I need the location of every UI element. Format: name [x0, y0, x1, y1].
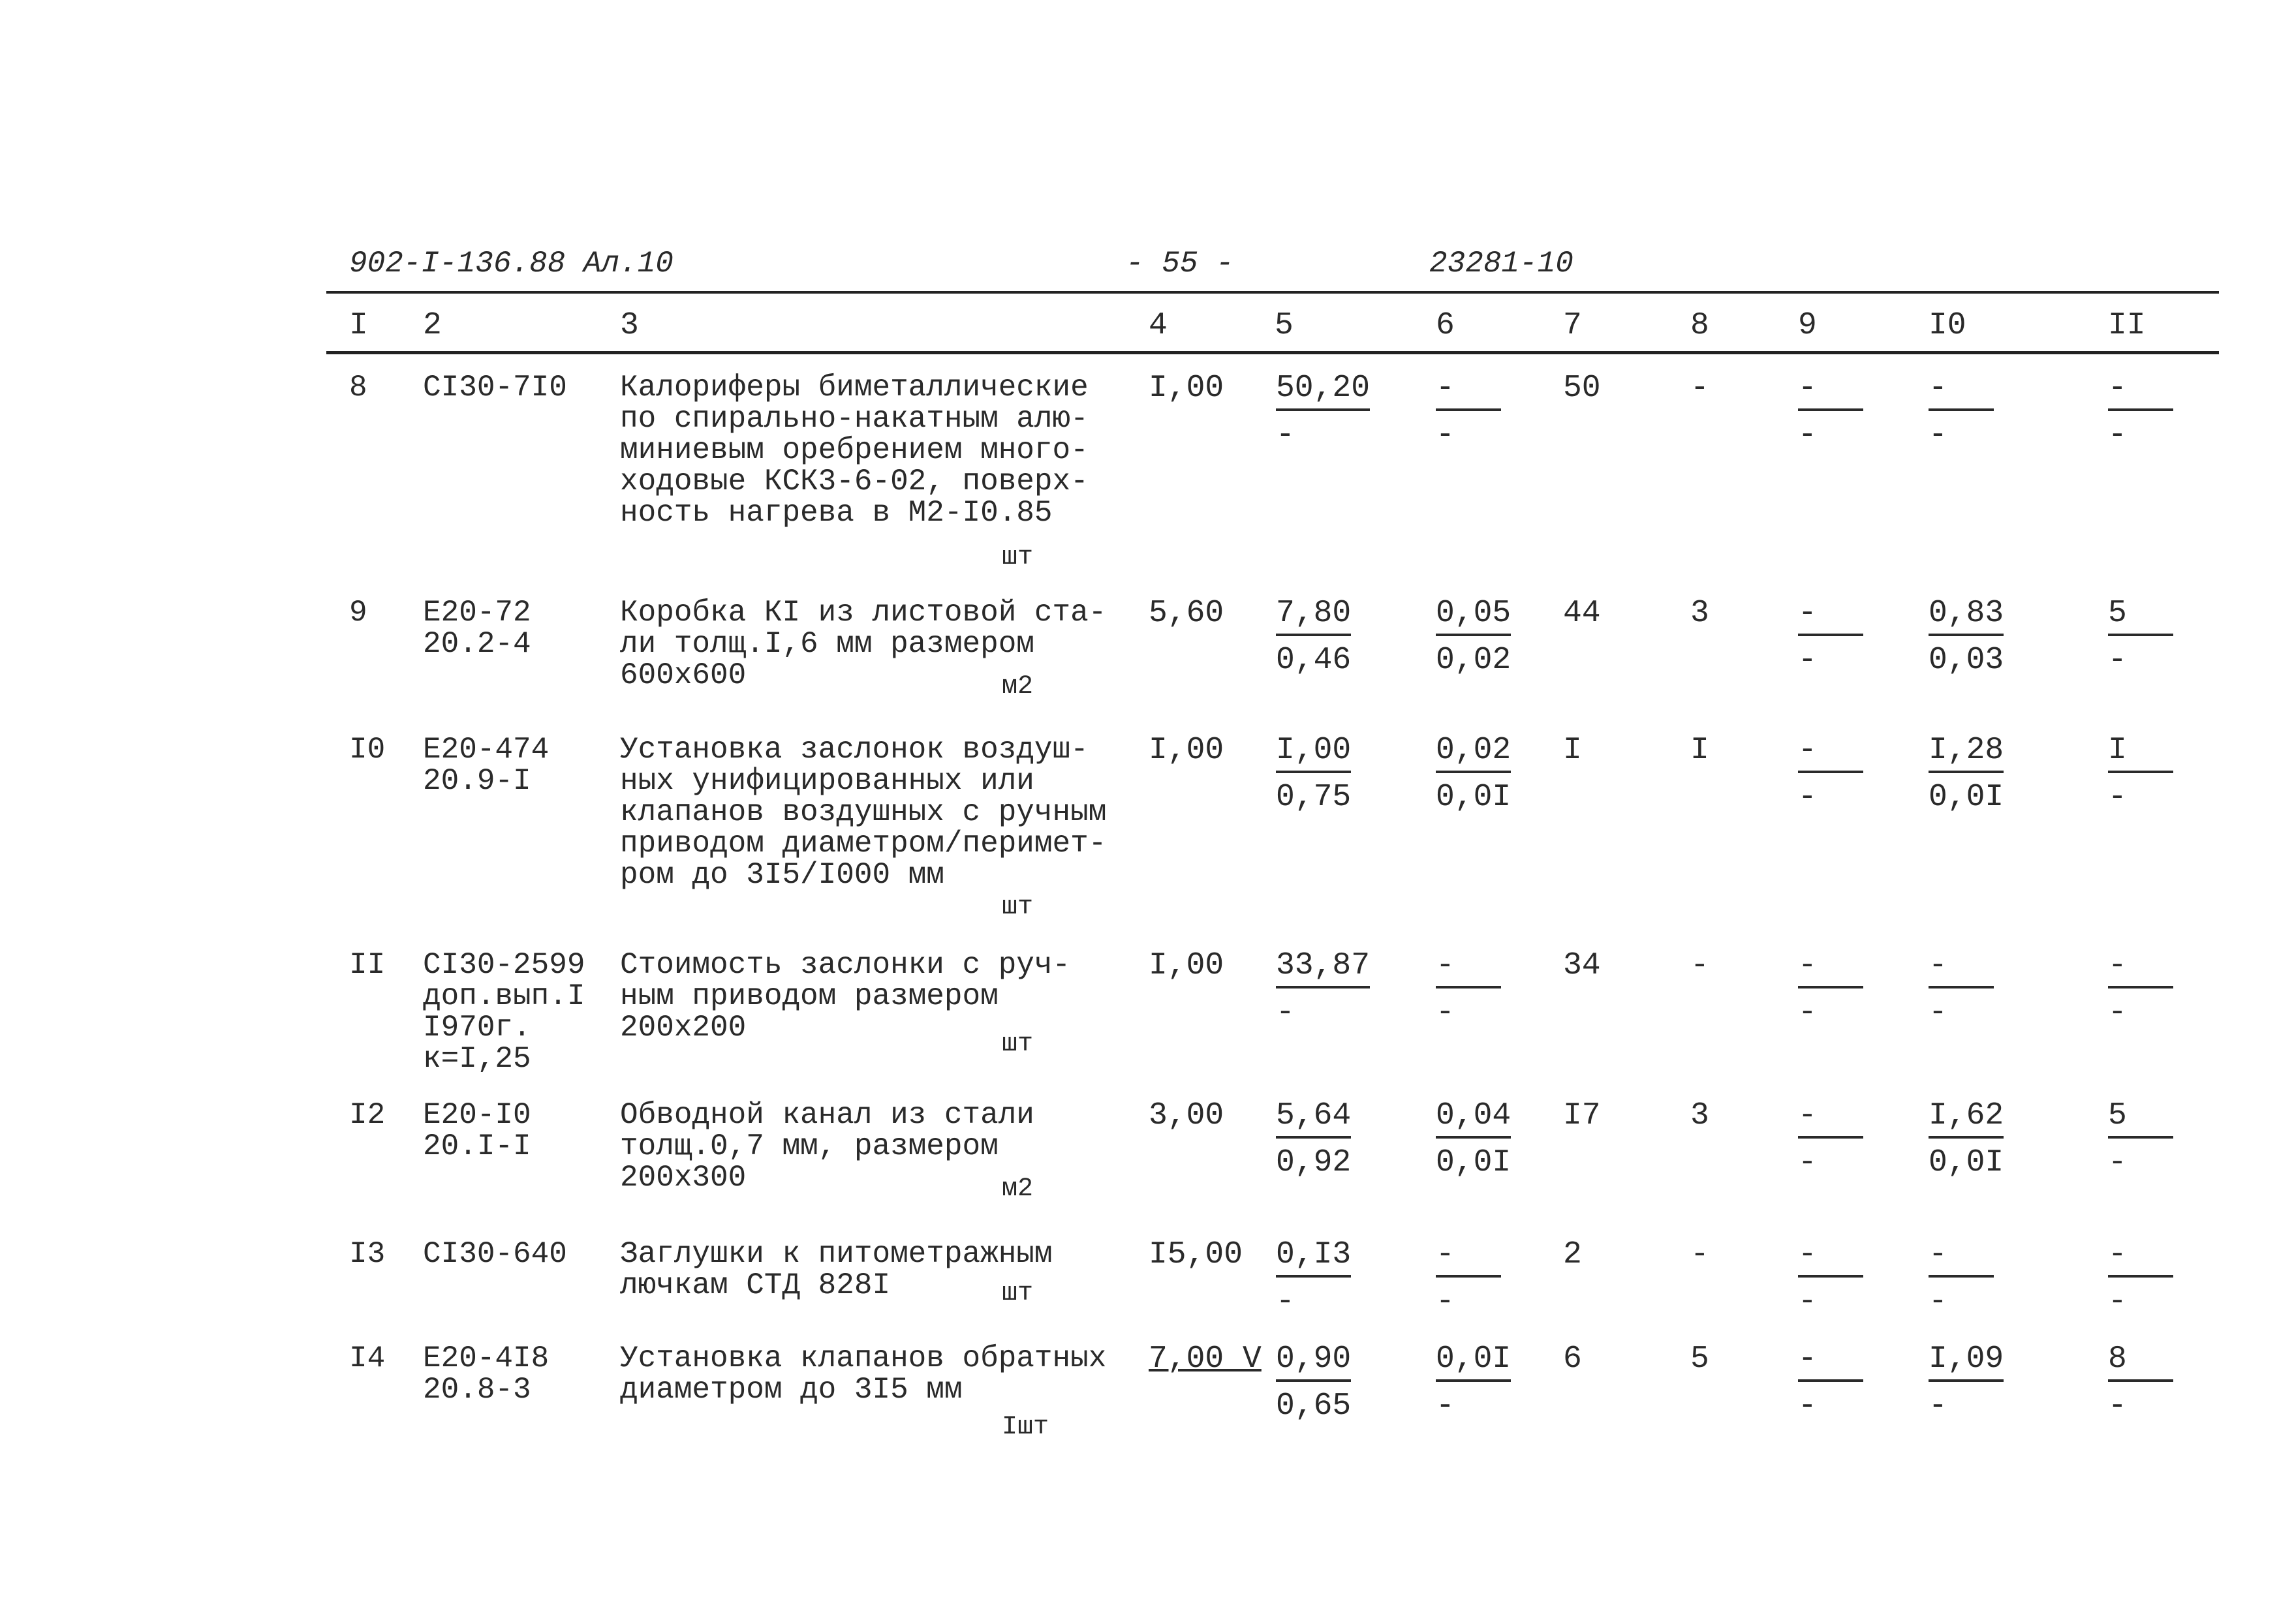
- quantity: I,00: [1149, 948, 1224, 983]
- unit-of-measure: м2: [1002, 1174, 1034, 1204]
- price-code: Е20-474 20.9-I: [423, 733, 550, 798]
- col9-value: - -: [1798, 733, 1863, 815]
- row-number: II: [349, 948, 386, 982]
- col10-value: - -: [1929, 1237, 1994, 1319]
- col6-value: - -: [1436, 371, 1501, 453]
- col5-value: 0,I3 -: [1276, 1237, 1352, 1319]
- col-head-8: 8: [1690, 308, 1709, 343]
- col6-value: - -: [1436, 948, 1501, 1030]
- quantity: I5,00: [1149, 1237, 1243, 1272]
- quantity: I,00: [1149, 733, 1224, 768]
- col6-value: 0,0I -: [1436, 1341, 1511, 1424]
- col-head-3: 3: [620, 308, 639, 343]
- col5-value: $\frac{5,64}{0,92}$: [1276, 1098, 1352, 1180]
- col6-value: - -: [1436, 1237, 1501, 1319]
- col11-value: - -: [2108, 371, 2173, 453]
- col10-value: I,09 -: [1929, 1341, 2004, 1424]
- col5-value: $\frac{I,00}{0,75}$: [1276, 733, 1352, 815]
- quantity: 7,00 V: [1149, 1341, 1262, 1377]
- col9-value: - -: [1798, 371, 1863, 453]
- col5-value: 33,87 -: [1276, 948, 1371, 1030]
- row-number: 8: [349, 371, 367, 405]
- col11-value: 5 -: [2108, 596, 2173, 678]
- price-code: СI30-7I0: [423, 371, 567, 405]
- col8-value: -: [1690, 371, 1709, 406]
- col7-value: 34: [1563, 948, 1601, 983]
- col7-value: 6: [1563, 1341, 1582, 1377]
- unit-of-measure: шт: [1002, 543, 1034, 572]
- quantity: 3,00: [1149, 1098, 1224, 1133]
- col9-value: - -: [1798, 1237, 1863, 1319]
- col10-value: $\frac{I,62}{0,0I}$: [1929, 1098, 2004, 1180]
- quantity: I,00: [1149, 371, 1224, 406]
- col10-value: $\frac{I,28}{0,0I}$: [1929, 733, 2004, 815]
- work-description: Калориферы биметаллические по спирально-накатным алю- миниевым оребрением много- ходовые КСК3-6-02, поверх- ность нагрева в М2-I0.85: [620, 371, 1089, 530]
- col-head-2: 2: [423, 308, 442, 343]
- work-description: Стоимость заслонки с руч- ным приводом размером 200х200: [620, 948, 1071, 1045]
- col7-value: 50: [1563, 371, 1601, 406]
- unit-of-measure: шт: [1002, 1030, 1034, 1059]
- col6-value: $\frac{0,02}{0,0I}$: [1436, 733, 1511, 815]
- col-head-11: II: [2108, 308, 2146, 343]
- col6-value: $\frac{0,04}{0,0I}$: [1436, 1098, 1511, 1180]
- col5-value: 50,20 -: [1276, 371, 1371, 453]
- album-code: 23281-10: [1429, 247, 1573, 281]
- unit-of-measure: м2: [1002, 672, 1034, 701]
- header-rule-top: [326, 291, 2219, 294]
- col7-value: I7: [1563, 1098, 1601, 1133]
- col11-value: 8 -: [2108, 1341, 2173, 1424]
- col9-value: - -: [1798, 1341, 1863, 1424]
- row-number: I4: [349, 1341, 386, 1375]
- col9-value: - -: [1798, 596, 1863, 678]
- col-head-6: 6: [1436, 308, 1455, 343]
- col-head-9: 9: [1798, 308, 1817, 343]
- work-description: Установка клапанов обратных диаметром до 3I5 мм: [620, 1341, 1107, 1407]
- col11-value: 5 -: [2108, 1098, 2173, 1180]
- row-number: I3: [349, 1237, 386, 1271]
- work-description: Обводной канал из стали толщ.0,7 мм, размером 200х300: [620, 1098, 1034, 1195]
- col9-value: - -: [1798, 948, 1863, 1030]
- col10-value: - -: [1929, 948, 1994, 1030]
- col-head-1: I: [349, 308, 368, 343]
- col7-value: 2: [1563, 1237, 1582, 1272]
- unit-of-measure: шт: [1002, 1279, 1034, 1308]
- price-code: Е20-72 20.2-4: [423, 596, 531, 661]
- row-number: I2: [349, 1098, 386, 1132]
- col8-value: -: [1690, 1237, 1709, 1272]
- work-description: Заглушки к питометражным лючкам СТД 828I: [620, 1237, 1053, 1302]
- col7-value: I: [1563, 733, 1582, 768]
- col8-value: 3: [1690, 596, 1709, 631]
- col-head-10: I0: [1929, 308, 1966, 343]
- document-code: 902-I-136.88 Ал.10: [349, 247, 674, 281]
- col10-value: - -: [1929, 371, 1994, 453]
- col6-value: $\frac{0,05}{0,02}$: [1436, 596, 1511, 678]
- col11-value: - -: [2108, 1237, 2173, 1319]
- price-code: СI30-640: [423, 1237, 567, 1271]
- col10-value: $\frac{0,83}{0,03}$: [1929, 596, 2004, 678]
- col8-value: 5: [1690, 1341, 1709, 1377]
- col5-value: $\frac{7,80}{0,46}$: [1276, 596, 1352, 678]
- row-number: I0: [349, 733, 386, 767]
- col11-value: - -: [2108, 948, 2173, 1030]
- page-number: - 55 -: [1126, 247, 1234, 281]
- unit-of-measure: Iшт: [1002, 1413, 1049, 1442]
- col8-value: -: [1690, 948, 1709, 983]
- col11-value: I -: [2108, 733, 2173, 815]
- quantity: 5,60: [1149, 596, 1224, 631]
- col-head-7: 7: [1563, 308, 1582, 343]
- row-number: 9: [349, 596, 367, 630]
- col-head-4: 4: [1149, 308, 1168, 343]
- col8-value: I: [1690, 733, 1709, 768]
- col9-value: - -: [1798, 1098, 1863, 1180]
- unit-of-measure: шт: [1002, 893, 1034, 922]
- work-description: Коробка КI из листовой ста- ли толщ.I,6 мм размером 600х600: [620, 596, 1107, 692]
- col-head-5: 5: [1275, 308, 1294, 343]
- price-code: СI30-2599 доп.вып.I I970г. к=I,25: [423, 948, 585, 1076]
- price-code: Е20-I0 20.I-I: [423, 1098, 531, 1163]
- price-code: Е20-4I8 20.8-3: [423, 1341, 550, 1407]
- col5-value: $\frac{0,90}{0,65}$: [1276, 1341, 1352, 1424]
- col8-value: 3: [1690, 1098, 1709, 1133]
- col7-value: 44: [1563, 596, 1601, 631]
- work-description: Установка заслонок воздуш- ных унифицированных или клапанов воздушных с ручным приводом диаметром/перимет- ром до 3I5/I000 мм: [620, 733, 1107, 892]
- header-rule-bottom: [326, 351, 2219, 354]
